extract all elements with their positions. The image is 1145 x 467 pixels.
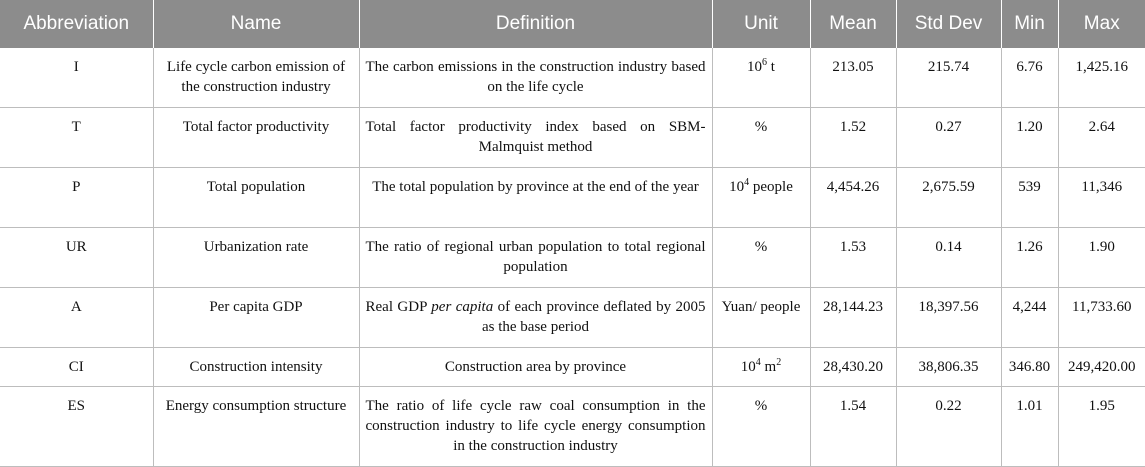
cell-std-dev: 2,675.59 <box>896 168 1001 228</box>
cell-mean: 28,144.23 <box>810 288 896 348</box>
cell-mean: 1.54 <box>810 387 896 467</box>
cell-max: 1.95 <box>1058 387 1145 467</box>
cell-name: Energy consumption structure <box>153 387 359 467</box>
cell-min: 1.20 <box>1001 108 1058 168</box>
cell-std-dev: 18,397.56 <box>896 288 1001 348</box>
cell-unit: $10^4$ people <box>712 168 810 228</box>
cell-definition: The carbon emissions in the construction industry based on the life cycle <box>359 48 712 108</box>
column-header-name: Name <box>153 0 359 48</box>
column-header-max: Max <box>1058 0 1145 48</box>
cell-name: Per capita GDP <box>153 288 359 348</box>
table-row <box>0 108 1145 168</box>
column-header-definition: Definition <box>359 0 712 48</box>
cell-max: 2.64 <box>1058 108 1145 168</box>
table-row <box>0 288 1145 348</box>
cell-std-dev: 0.14 <box>896 228 1001 288</box>
cell-std-dev: 38,806.35 <box>896 348 1001 387</box>
column-header-unit: Unit <box>712 0 810 48</box>
cell-mean: 1.53 <box>810 228 896 288</box>
cell-mean: 4,454.26 <box>810 168 896 228</box>
cell-min: 1.26 <box>1001 228 1058 288</box>
cell-max: 1.90 <box>1058 228 1145 288</box>
cell-definition: Real GDP per capita of each province deflated by 2005 as the base period <box>359 288 712 348</box>
cell-mean: 1.52 <box>810 108 896 168</box>
cell-definition: The ratio of regional urban population to total regional population <box>359 228 712 288</box>
cell-min: 6.76 <box>1001 48 1058 108</box>
cell-abbreviation: A <box>0 288 153 348</box>
cell-abbreviation: T <box>0 108 153 168</box>
cell-name: Total population <box>153 168 359 228</box>
header-row <box>0 0 1145 48</box>
cell-abbreviation: P <box>0 168 153 228</box>
cell-mean: 213.05 <box>810 48 896 108</box>
cell-std-dev: 215.74 <box>896 48 1001 108</box>
column-header-abbreviation: Abbreviation <box>0 0 153 48</box>
column-header-min: Min <box>1001 0 1058 48</box>
cell-max: 11,346 <box>1058 168 1145 228</box>
column-header-mean: Mean <box>810 0 896 48</box>
cell-definition: Total factor productivity index based on SBM-Malmquist method <box>359 108 712 168</box>
table-row <box>0 348 1145 387</box>
cell-max: 249,420.00 <box>1058 348 1145 387</box>
cell-abbreviation: I <box>0 48 153 108</box>
table-row <box>0 228 1145 288</box>
cell-abbreviation: UR <box>0 228 153 288</box>
cell-min: 539 <box>1001 168 1058 228</box>
column-header-std-dev: Std Dev <box>896 0 1001 48</box>
table-row <box>0 387 1145 467</box>
cell-abbreviation: ES <box>0 387 153 467</box>
cell-std-dev: 0.27 <box>896 108 1001 168</box>
cell-name: Urbanization rate <box>153 228 359 288</box>
cell-unit: % <box>712 108 810 168</box>
cell-name: Construction intensity <box>153 348 359 387</box>
cell-name: Life cycle carbon emission of the construction industry <box>153 48 359 108</box>
cell-definition: Construction area by province <box>359 348 712 387</box>
table-row <box>0 168 1145 228</box>
cell-min: 1.01 <box>1001 387 1058 467</box>
table-row <box>0 48 1145 108</box>
cell-unit: Yuan/ people <box>712 288 810 348</box>
cell-unit: $10^4$ $m^2$ <box>712 348 810 387</box>
cell-std-dev: 0.22 <box>896 387 1001 467</box>
cell-name: Total factor productivity <box>153 108 359 168</box>
cell-min: 4,244 <box>1001 288 1058 348</box>
cell-abbreviation: CI <box>0 348 153 387</box>
cell-unit: % <box>712 387 810 467</box>
cell-definition: The ratio of life cycle raw coal consumption in the construction industry to life cycle energy consumption in the construction industry <box>359 387 712 467</box>
cell-max: 1,425.16 <box>1058 48 1145 108</box>
cell-mean: 28,430.20 <box>810 348 896 387</box>
cell-max: 11,733.60 <box>1058 288 1145 348</box>
cell-unit: % <box>712 228 810 288</box>
cell-min: 346.80 <box>1001 348 1058 387</box>
cell-definition: The total population by province at the end of the year <box>359 168 712 228</box>
cell-unit: $10^6$ t <box>712 48 810 108</box>
